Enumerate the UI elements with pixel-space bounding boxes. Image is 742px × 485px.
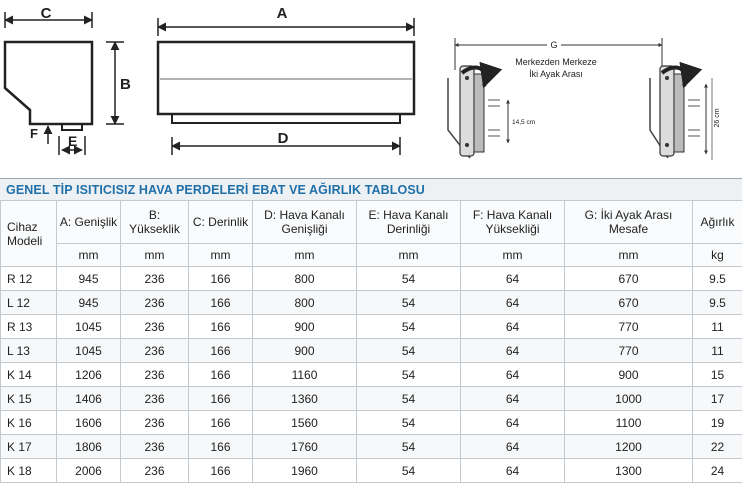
cell-d: 900 xyxy=(253,315,357,339)
cell-model: K 14 xyxy=(1,363,57,387)
label-e: E xyxy=(68,133,78,149)
table-row xyxy=(1,387,742,411)
table-row xyxy=(1,291,742,315)
cell-b: 236 xyxy=(121,267,189,291)
cell-a: 1406 xyxy=(57,387,121,411)
unit-e: mm xyxy=(357,244,461,267)
mount-caption-line2: İki Ayak Arası xyxy=(529,69,583,79)
cell-f: 64 xyxy=(461,387,565,411)
cell-model: K 17 xyxy=(1,435,57,459)
cell-g: 670 xyxy=(565,291,693,315)
cell-model: K 16 xyxy=(1,411,57,435)
cell-d: 1160 xyxy=(253,363,357,387)
cell-model: L 13 xyxy=(1,339,57,363)
cell-f: 64 xyxy=(461,339,565,363)
table-row xyxy=(1,363,742,387)
cell-a: 945 xyxy=(57,267,121,291)
cell-b: 236 xyxy=(121,459,189,483)
cell-d: 1760 xyxy=(253,435,357,459)
cell-b: 236 xyxy=(121,363,189,387)
cell-c: 166 xyxy=(189,435,253,459)
dimension-diagrams xyxy=(0,0,742,178)
cell-model: R 13 xyxy=(1,315,57,339)
cell-c: 166 xyxy=(189,291,253,315)
cell-b: 236 xyxy=(121,411,189,435)
cell-d: 900 xyxy=(253,339,357,363)
cell-a: 1606 xyxy=(57,411,121,435)
unit-d: mm xyxy=(253,244,357,267)
cell-a: 1806 xyxy=(57,435,121,459)
front-air-channel xyxy=(172,114,400,123)
cell-w: 11 xyxy=(693,315,742,339)
table-header-row xyxy=(1,201,742,244)
header-e: E: Hava Kanalı Derinliği xyxy=(357,201,461,244)
cell-w: 11 xyxy=(693,339,742,363)
unit-g: mm xyxy=(565,244,693,267)
cell-g: 770 xyxy=(565,315,693,339)
cell-g: 770 xyxy=(565,339,693,363)
cell-g: 1300 xyxy=(565,459,693,483)
unit-a: mm xyxy=(57,244,121,267)
cell-a: 945 xyxy=(57,291,121,315)
table-row xyxy=(1,435,742,459)
cell-f: 64 xyxy=(461,363,565,387)
cell-b: 236 xyxy=(121,315,189,339)
side-profile-drawing xyxy=(5,5,131,155)
table-units-row xyxy=(1,244,742,267)
label-d: D xyxy=(277,130,289,147)
label-f: F xyxy=(30,126,38,141)
cell-w: 19 xyxy=(693,411,742,435)
cell-model: L 12 xyxy=(1,291,57,315)
dim-26-label: 26 cm xyxy=(714,108,721,128)
cell-a: 2006 xyxy=(57,459,121,483)
cell-f: 64 xyxy=(461,315,565,339)
table-title: GENEL TİP ISITICISIZ HAVA PERDELERİ EBAT VE AĞIRLIK TABLOSU xyxy=(0,178,742,200)
unit-weight: kg xyxy=(693,244,742,267)
cell-c: 166 xyxy=(189,387,253,411)
right-bracket xyxy=(650,66,721,160)
header-f: F: Hava Kanalı Yüksekliği xyxy=(461,201,565,244)
table-body xyxy=(1,267,742,483)
cell-b: 236 xyxy=(121,291,189,315)
dimensions-table xyxy=(0,200,742,483)
cell-model: R 12 xyxy=(1,267,57,291)
header-c: C: Derinlik xyxy=(189,201,253,244)
cell-a: 1206 xyxy=(57,363,121,387)
cell-e: 54 xyxy=(357,459,461,483)
unit-c: mm xyxy=(189,244,253,267)
table-row xyxy=(1,459,742,483)
left-bracket xyxy=(448,66,535,158)
cell-w: 17 xyxy=(693,387,742,411)
dim-14-5-label: 14,5 cm xyxy=(512,119,536,126)
cell-c: 166 xyxy=(189,459,253,483)
cell-e: 54 xyxy=(357,291,461,315)
cell-g: 670 xyxy=(565,267,693,291)
unit-f: mm xyxy=(461,244,565,267)
front-body-outline xyxy=(158,42,414,114)
label-g: G xyxy=(550,40,558,50)
cell-c: 166 xyxy=(189,339,253,363)
cell-f: 64 xyxy=(461,411,565,435)
table-row xyxy=(1,339,742,363)
cell-d: 800 xyxy=(253,291,357,315)
cell-c: 166 xyxy=(189,363,253,387)
header-g: G: İki Ayak Arası Mesafe xyxy=(565,201,693,244)
header-weight: Ağırlık xyxy=(693,201,742,244)
unit-b: mm xyxy=(121,244,189,267)
cell-b: 236 xyxy=(121,339,189,363)
label-c: C xyxy=(40,5,52,22)
cell-g: 900 xyxy=(565,363,693,387)
label-a: A xyxy=(276,5,288,22)
side-profile-outline xyxy=(5,42,92,124)
label-b: B xyxy=(120,76,131,93)
mount-caption-line1: Merkezden Merkeze xyxy=(515,57,597,67)
cell-f: 64 xyxy=(461,267,565,291)
front-view-drawing xyxy=(158,5,414,155)
cell-d: 1960 xyxy=(253,459,357,483)
cell-d: 800 xyxy=(253,267,357,291)
cell-w: 9.5 xyxy=(693,291,742,315)
header-d: D: Hava Kanalı Genişliği xyxy=(253,201,357,244)
air-channel-outlet xyxy=(62,124,82,130)
wall-mount-drawing xyxy=(448,38,721,160)
cell-e: 54 xyxy=(357,315,461,339)
cell-c: 166 xyxy=(189,411,253,435)
cell-e: 54 xyxy=(357,387,461,411)
cell-g: 1000 xyxy=(565,387,693,411)
cell-b: 236 xyxy=(121,435,189,459)
cell-w: 24 xyxy=(693,459,742,483)
header-model: Cihaz Modeli xyxy=(1,201,57,267)
cell-d: 1360 xyxy=(253,387,357,411)
header-b: B: Yükseklik xyxy=(121,201,189,244)
cell-model: K 18 xyxy=(1,459,57,483)
cell-model: K 15 xyxy=(1,387,57,411)
cell-c: 166 xyxy=(189,315,253,339)
cell-a: 1045 xyxy=(57,339,121,363)
cell-e: 54 xyxy=(357,435,461,459)
dimension-diagram-svg xyxy=(0,0,742,178)
cell-e: 54 xyxy=(357,411,461,435)
cell-g: 1200 xyxy=(565,435,693,459)
header-a: A: Genişlik xyxy=(57,201,121,244)
cell-w: 15 xyxy=(693,363,742,387)
cell-e: 54 xyxy=(357,267,461,291)
cell-f: 64 xyxy=(461,291,565,315)
table-row xyxy=(1,411,742,435)
cell-a: 1045 xyxy=(57,315,121,339)
cell-e: 54 xyxy=(357,339,461,363)
cell-d: 1560 xyxy=(253,411,357,435)
cell-w: 9.5 xyxy=(693,267,742,291)
cell-f: 64 xyxy=(461,459,565,483)
cell-w: 22 xyxy=(693,435,742,459)
cell-g: 1100 xyxy=(565,411,693,435)
cell-f: 64 xyxy=(461,435,565,459)
cell-c: 166 xyxy=(189,267,253,291)
table-row xyxy=(1,267,742,291)
cell-b: 236 xyxy=(121,387,189,411)
cell-e: 54 xyxy=(357,363,461,387)
table-row xyxy=(1,315,742,339)
